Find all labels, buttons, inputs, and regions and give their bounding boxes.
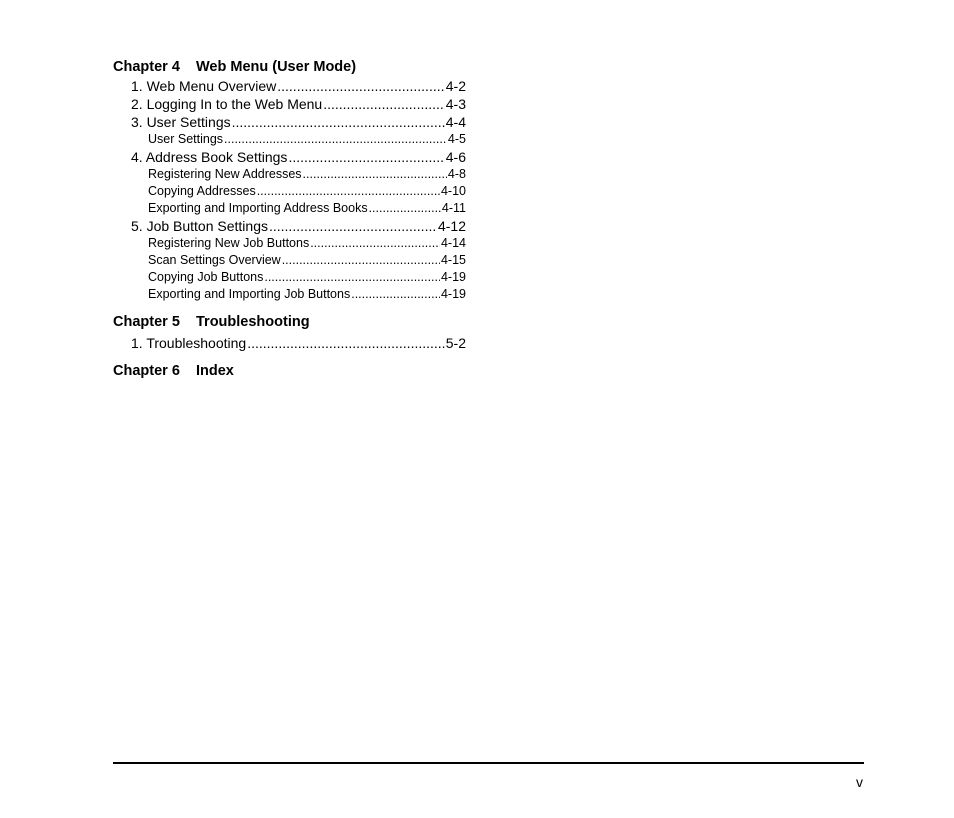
toc-entry-label: 1. Web Menu Overview [131,78,277,94]
chapter-title: Web Menu (User Mode) [196,59,357,75]
dot-leader [288,148,444,166]
toc-entry-page: 5-2 [445,335,466,351]
dot-leader [282,252,440,269]
toc-entry-page: 4-11 [441,201,466,215]
toc-entry-page: 4-15 [440,253,466,267]
chapter-6-section [113,362,466,381]
toc-entry-label: Exporting and Importing Address Books [148,201,368,215]
toc-entry-page: 4-8 [447,167,466,181]
chapter-number: Chapter 5 [113,314,180,330]
toc-entry-label: 2. Logging In to the Web Menu [131,96,323,112]
toc-subentry-scan-settings-overview[interactable] [113,252,466,269]
dot-leader [264,269,440,286]
toc-subentry-registering-new-addresses[interactable] [113,166,466,183]
chapter-title: Troubleshooting [196,314,310,330]
toc-entry-label: User Settings [148,132,224,146]
toc-entry-logging-in[interactable] [113,95,466,113]
dot-leader [247,334,445,352]
table-of-contents [113,58,466,381]
toc-entry-address-book-settings[interactable] [113,148,466,166]
toc-entry-page: 4-3 [445,96,466,112]
dot-leader [323,95,445,113]
toc-entry-troubleshooting[interactable] [113,334,466,352]
toc-entry-label: 5. Job Button Settings [131,218,268,234]
toc-subentry-registering-new-job-buttons[interactable] [113,235,466,252]
chapter-heading [113,58,466,77]
toc-entry-web-menu-overview[interactable] [113,77,466,95]
dot-leader [351,286,440,303]
toc-entry-page: 4-19 [440,287,466,301]
toc-subentry-exporting-importing-job-buttons[interactable] [113,286,466,303]
toc-entry-label: Registering New Addresses [148,167,302,181]
dot-leader [369,200,441,217]
toc-entry-job-button-settings[interactable] [113,217,466,235]
toc-subentry-copying-job-buttons[interactable] [113,269,466,286]
page-number: v [856,774,863,790]
dot-leader [269,217,437,235]
toc-entry-page: 4-12 [437,218,466,234]
toc-entry-page: 4-5 [447,132,466,146]
chapter-heading[interactable] [113,362,466,381]
dot-leader [257,183,440,200]
toc-entry-page: 4-19 [440,270,466,284]
toc-entry-label: Registering New Job Buttons [148,236,310,250]
toc-entry-label: 1. Troubleshooting [131,335,247,351]
toc-entry-label: Scan Settings Overview [148,253,281,267]
toc-entry-page: 4-6 [445,149,466,165]
dot-leader [310,235,440,252]
toc-entry-label: Copying Job Buttons [148,270,264,284]
toc-entry-label: Copying Addresses [148,184,256,198]
toc-subentry-copying-addresses[interactable] [113,183,466,200]
chapter-heading [113,313,466,332]
toc-subentry-exporting-importing-address-books[interactable] [113,200,466,217]
chapter-number: Chapter 4 [113,59,180,75]
dot-leader [277,77,445,95]
chapter-4-section [113,58,466,303]
toc-entry-label: 4. Address Book Settings [131,149,288,165]
toc-entry-page: 4-10 [440,184,466,198]
dot-leader [232,113,445,131]
toc-entry-label: Exporting and Importing Job Buttons [148,287,351,301]
toc-entry-page: 4-14 [440,236,466,250]
chapter-5-section [113,313,466,352]
toc-subentry-user-settings[interactable] [113,131,466,148]
toc-entry-page: 4-4 [445,114,466,130]
toc-entry-page: 4-2 [445,78,466,94]
chapter-number: Chapter 6 [113,363,180,379]
footer-divider [113,762,864,764]
chapter-title: Index [196,363,234,379]
dot-leader [303,166,447,183]
toc-entry-label: 3. User Settings [131,114,231,130]
dot-leader [224,131,447,148]
toc-entry-user-settings[interactable] [113,113,466,131]
